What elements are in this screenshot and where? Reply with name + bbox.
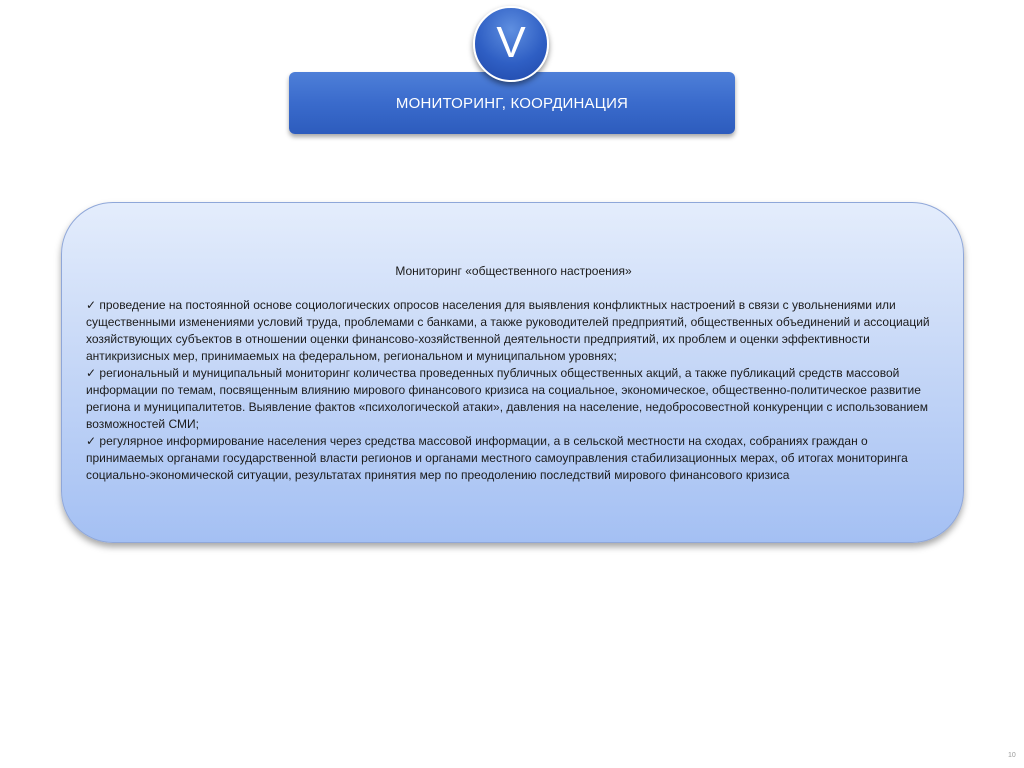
bullet-item-surveys: ✓ проведение на постоянной основе социологических опросов населения для выявления конфликтных настроений в связи с увольнениями или существенными изменениями условий труда, проблемами с банками, а также руководителей предприятий, общественных объединений и ассоциаций хозяйствующих субъектов в отношении оценки финансово-хозяйственной деятельности предприятий, их проблем и оценки эффективности антикризисных мер, принимаемых на федеральном, региональном и муниципальном уровнях; bbox=[86, 298, 930, 363]
content-panel bbox=[61, 202, 964, 543]
bullet-item-public-informing: ✓ регулярное информирование населения через средства массовой информации, а в сельской местности на сходах, собраниях граждан о принимаемых органами государственной власти регионов и органами местного самоуправления стабилизационных мерах, об итогах мониторинга социально-экономической ситуации, результатах принятия мер по преодолению последствий мирового финансового кризиса bbox=[86, 434, 908, 482]
content-heading: Мониторинг «общественного настроения» bbox=[395, 264, 632, 278]
section-title: МОНИТОРИНГ, КООРДИНАЦИЯ bbox=[395, 94, 629, 112]
section-numeral: V bbox=[496, 18, 526, 67]
section-numeral-badge bbox=[473, 6, 549, 82]
bullet-item-media-monitoring: ✓ региональный и муниципальный мониторинг количества проведенных публичных общественных акций, а также публикаций средств массовой информации по темам, посвященным влиянию мирового финансового кризиса на социальное, экономическое, общественно-политическое развитие региона и муниципалитетов. Выявление фактов «психологической атаки», давления на население, недобросовестной конкуренции с использованием возможностей СМИ; bbox=[86, 366, 928, 431]
page-number: 10 bbox=[1008, 752, 1016, 759]
content-text-area bbox=[86, 263, 941, 484]
